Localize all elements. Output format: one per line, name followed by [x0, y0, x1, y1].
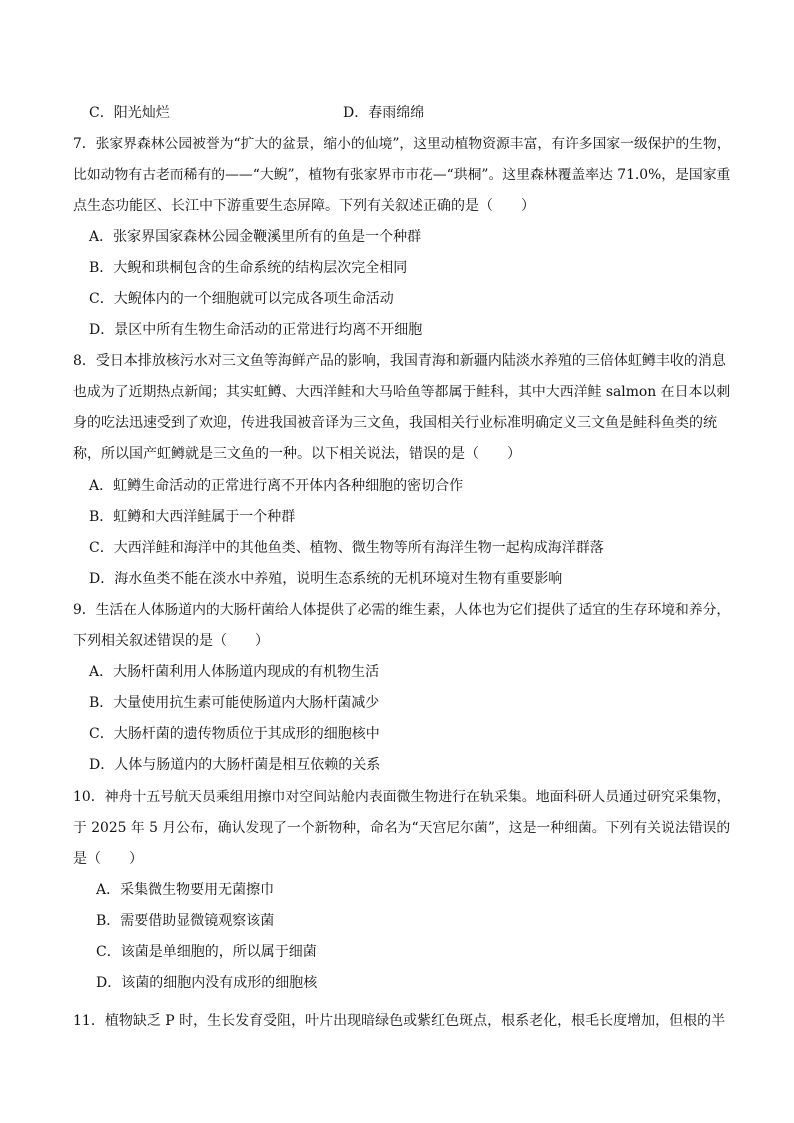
- question-10-option-b: B．需要借助显微镜观察该菌: [96, 913, 275, 929]
- question-10-text-line: 是（ ）: [73, 851, 143, 867]
- question-10-option-d: D．该菌的细胞内没有成形的细胞核: [96, 975, 318, 991]
- question-10-text-line: 10．神舟十五号航天员乘组用擦巾对空间站舱内表面微生物进行在轨采集。地面科研人员通过研究采集物，: [73, 789, 731, 805]
- question-9-text-line: 下列相关叙述错误的是（ ）: [73, 633, 269, 649]
- question-8-text-line: 也成为了近期热点新闻；其实虹鳟、大西洋鲑和大马哈鱼等都属于鲑科，其中大西洋鲑 salmon 在日本以刺: [73, 384, 731, 400]
- option-d: D．春雨绵绵: [343, 105, 425, 121]
- question-10-option-c: C．该菌是单细胞的，所以属于细菌: [96, 944, 317, 960]
- question-8-text-line: 称，所以国产虹鳟就是三文鱼的一种。以下相关说法，错误的是（ ）: [73, 446, 521, 462]
- question-8-option-d: D．海水鱼类不能在淡水中养殖，说明生态系统的无机环境对生物有重要影响: [89, 571, 563, 587]
- question-8-text-line: 身的吃法迅速受到了欢迎，传进我国被音译为三文鱼，我国相关行业标准明确定义三文鱼是鲑科鱼类的统: [73, 415, 717, 431]
- question-11-text-line: 11．植物缺乏 P 时，生长发育受阻，叶片出现暗绿色或紫红色斑点，根系老化，根毛长度增加，但根的半: [73, 1013, 726, 1029]
- question-10-text-line: 于 2025 年 5 月公布，确认发现了一个新物种，命名为“天宫尼尔菌”，这是一种细菌。下列有关说法错误的: [73, 820, 731, 836]
- question-7-option-c: C．大鲵体内的一个细胞就可以完成各项生命活动: [89, 291, 394, 307]
- question-6-options-cd: [89, 103, 734, 123]
- question-10-option-a: A．采集微生物要用无菌擦巾: [96, 882, 275, 898]
- option-c: C．阳光灿烂: [89, 105, 170, 121]
- question-7-option-d: D．景区中所有生物生命活动的正常进行均离不开细胞: [89, 322, 423, 338]
- question-8-option-b: B．虹鳟和大西洋鲑属于一个种群: [89, 509, 296, 525]
- question-9-option-d: D．人体与肠道内的大肠杆菌是相互依赖的关系: [89, 757, 381, 773]
- question-7-text-line: 7．张家界森林公园被誉为“扩大的盆景，缩小的仙境”，这里动植物资源丰富，有许多国家一级保护的生物，: [73, 136, 731, 152]
- question-8-option-a: A．虹鳟生命活动的正常进行离不开体内各种细胞的密切合作: [89, 478, 464, 494]
- question-8-option-c: C．大西洋鲑和海洋中的其他鱼类、植物、微生物等所有海洋生物一起构成海洋群落: [89, 540, 604, 556]
- question-9-text-line: 9．生活在人体肠道内的大肠杆菌给人体提供了必需的维生素，人体也为它们提供了适宜的生存环境和养分，: [73, 602, 731, 618]
- question-9-option-b: B．大量使用抗生素可能使肠道内大肠杆菌减少: [89, 695, 380, 711]
- question-8-text-line: 8．受日本排放核污水对三文鱼等海鲜产品的影响，我国青海和新疆内陆淡水养殖的三倍体虹鳟丰收的消息: [73, 353, 726, 369]
- question-9-option-c: C．大肠杆菌的遗传物质位于其成形的细胞核中: [89, 726, 380, 742]
- question-7-option-b: B．大鲵和珙桐包含的生命系统的结构层次完全相同: [89, 260, 408, 276]
- question-9-option-a: A．大肠杆菌利用人体肠道内现成的有机物生活: [89, 664, 380, 680]
- question-7-text-line: 点生态功能区、长江中下游重要生态屏障。下列有关叙述正确的是（ ）: [73, 198, 535, 214]
- question-7-option-a: A．张家界国家森林公园金鞭溪里所有的鱼是一个种群: [89, 229, 422, 245]
- question-7-text-line: 比如动物有古老而稀有的——“大鲵”，植物有张家界市市花—“珙桐”。这里森林覆盖率达 71.0%，是国家重: [73, 167, 731, 183]
